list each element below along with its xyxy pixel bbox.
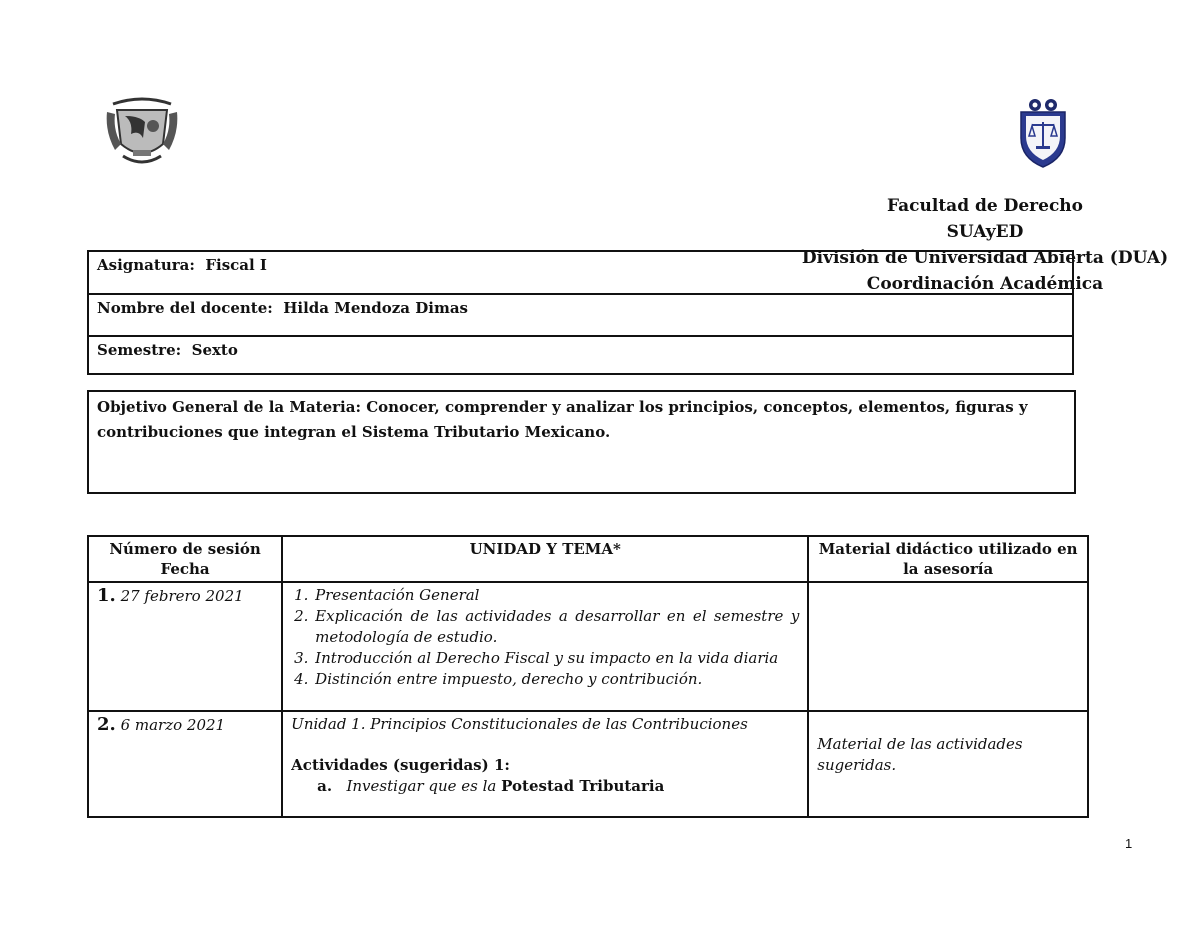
activity-marker: a. xyxy=(317,777,333,795)
material-text: Material de las actividades sugeridas. xyxy=(817,735,1023,774)
activities-heading: Actividades (sugeridas) 1: xyxy=(291,756,510,774)
list-item: 3. Introducción al Derecho Fiscal y su impacto en la vida diaria xyxy=(313,648,799,669)
session-date: 6 marzo 2021 xyxy=(120,716,226,734)
table-row xyxy=(88,582,1088,711)
list-item: 1. Presentación General xyxy=(313,585,799,606)
docente-label: Nombre del docente: xyxy=(97,299,273,317)
table-header-row xyxy=(88,536,1088,582)
session-number: 1. xyxy=(97,585,116,606)
asignatura-row xyxy=(89,252,1072,295)
header-session-date xyxy=(88,536,282,582)
activity-bold-term: Potestad Tributaria xyxy=(501,777,665,795)
list-item: 4. Distinción entre impuesto, derecho y contribución. xyxy=(313,669,799,690)
table-row xyxy=(88,711,1088,817)
header-unit-topic: UNIDAD Y TEMA* xyxy=(282,536,808,582)
course-info-box xyxy=(87,250,1074,375)
header-session-label: Número de sesión xyxy=(109,540,261,558)
objetivo-general-box xyxy=(87,390,1076,494)
activity-item xyxy=(291,776,799,797)
unam-coat-of-arms-icon xyxy=(103,92,181,170)
material-cell xyxy=(808,582,1088,711)
header-line-coordinacion: Coordinación Académica xyxy=(866,274,1104,294)
topics-cell xyxy=(282,582,808,711)
asignatura-value: Fiscal I xyxy=(205,256,267,274)
facultad-derecho-shield-icon xyxy=(1018,98,1068,168)
header-line-suayed: SUAyED xyxy=(946,222,1024,242)
objetivo-text: Objetivo General de la Materia: Conocer, comprender y analizar los principios, conceptos, elementos, figuras y contribuciones que integran el Sistema Tributario Mexicano. xyxy=(97,398,1028,441)
docente-value: Hilda Mendoza Dimas xyxy=(283,299,468,317)
header-line-facultad: Facultad de Derecho xyxy=(887,196,1083,216)
sessions-table xyxy=(87,535,1089,818)
session-cell xyxy=(88,582,282,711)
docente-row xyxy=(89,295,1072,337)
page-number: 1 xyxy=(1125,836,1133,851)
material-cell xyxy=(808,711,1088,817)
session-cell xyxy=(88,711,282,817)
semestre-label: Semestre: xyxy=(97,341,182,359)
asignatura-label: Asignatura: xyxy=(97,256,195,274)
header-date-label: Fecha xyxy=(160,560,210,578)
list-item: 2. Explicación de las actividades a desarrollar en el semestre y metodología de estudio. xyxy=(313,606,799,648)
topic-list xyxy=(291,585,799,690)
session-number: 2. xyxy=(97,714,116,735)
semestre-row xyxy=(89,337,1072,373)
topics-cell xyxy=(282,711,808,817)
header-line-division: División de Universidad Abierta (DUA) xyxy=(801,248,1169,268)
unit-title: Unidad 1. Principios Constitucionales de las Contribuciones xyxy=(291,715,748,733)
semestre-value: Sexto xyxy=(191,341,238,359)
session-date: 27 febrero 2021 xyxy=(120,587,244,605)
header-material: Material didáctico utilizado en la asesoría xyxy=(808,536,1088,582)
activity-text: Investigar que es la xyxy=(346,777,497,795)
